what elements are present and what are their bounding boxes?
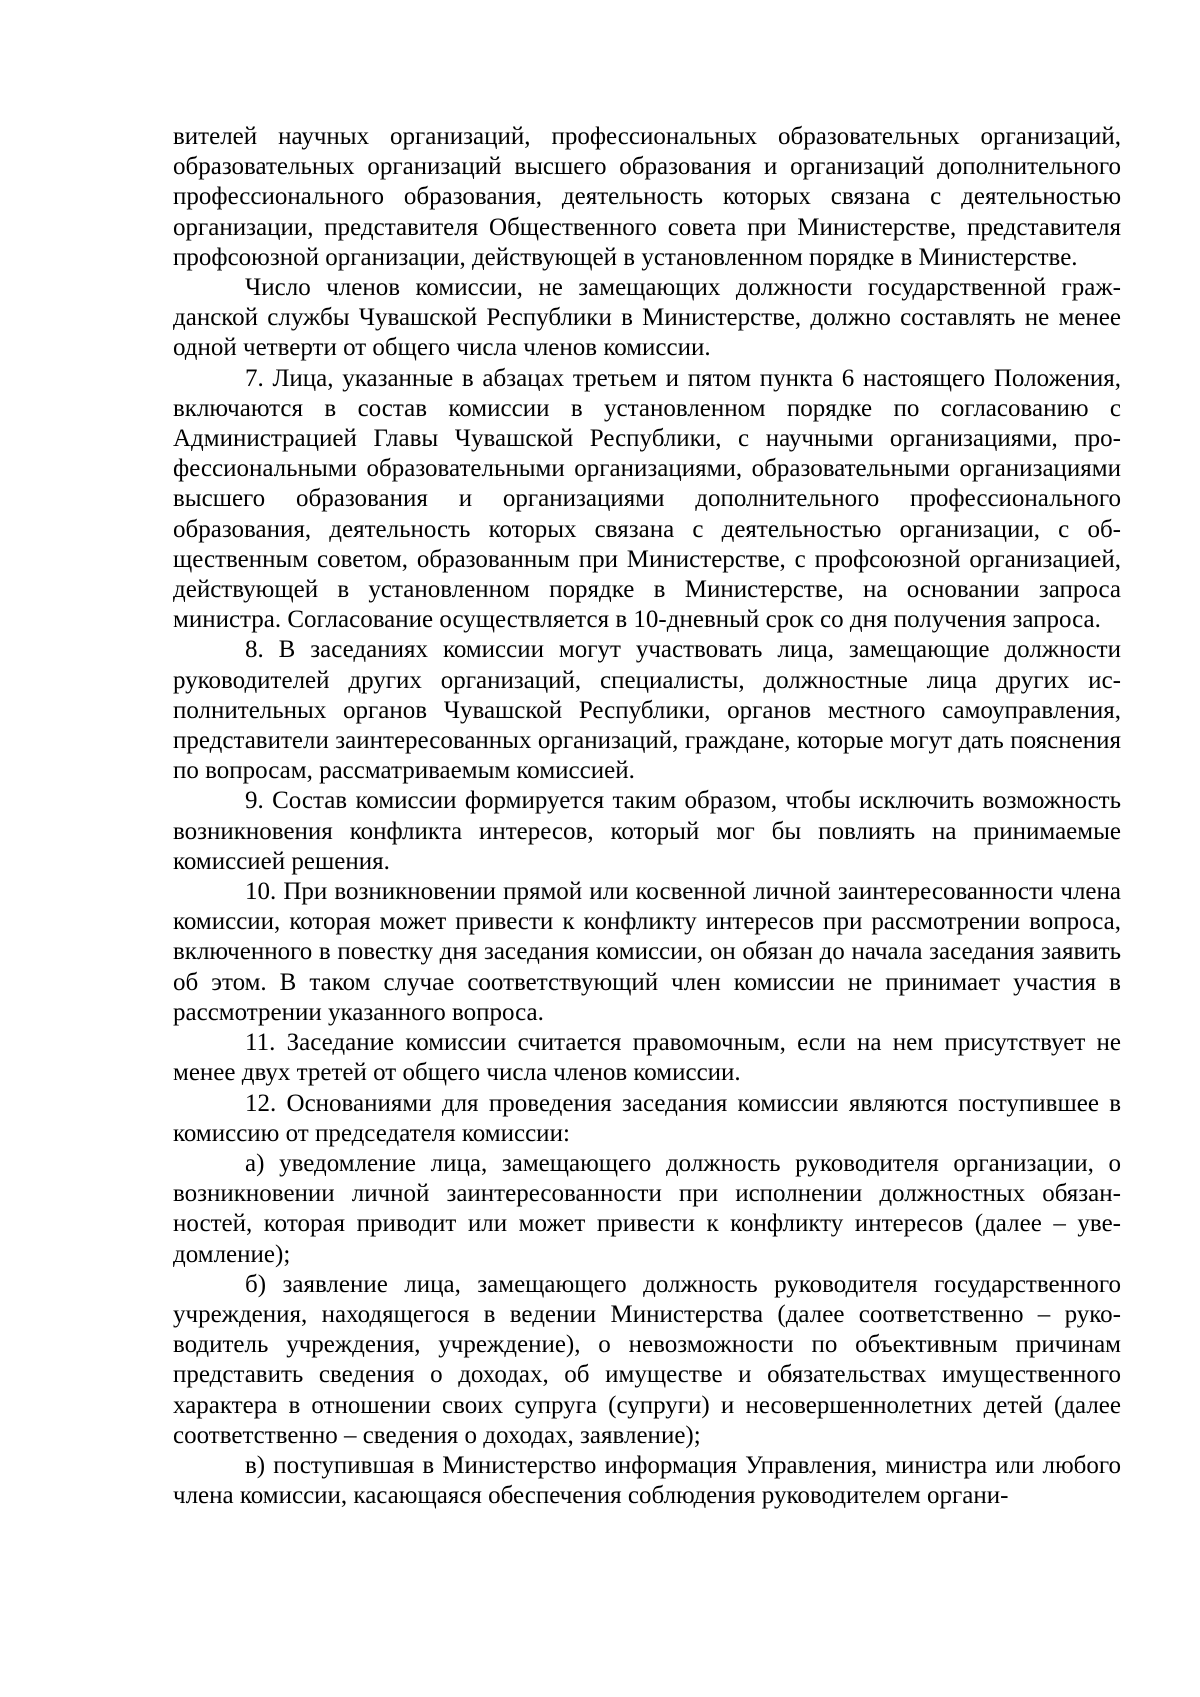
paragraph-continuation: вителей научных организаций, профессиональных образовательных организаций, образовательных организаций высшего образования и организаций дополнительного профессионального образования, деятельность которых связана с деятельностью организации, представителя Общественного совета при Министерстве, представителя профсоюзной организации, действующей в установленном порядке в Министерстве.	[173, 123, 1121, 271]
paragraph-item-10: 10. При возникновении прямой или косвенной личной заинтересованности члена комиссии, которая может привести к конфликту интересов при рассмотрении вопроса, включенного в повестку дня заседания комиссии, он обязан до начала заседания заявить об этом. В таком случае соответствующий член комиссии не принимает участия в рассмотрении указанного вопроса.	[173, 878, 1121, 1026]
paragraph-item-11: 11. Заседание комиссии считается правомочным, если на нем присутствует не менее двух третей от общего числа членов комиссии.	[173, 1029, 1121, 1087]
document-page	[173, 122, 1121, 1511]
paragraph-item-9: 9. Состав комиссии формируется таким образом, чтобы исключить возможность возникновения конфликта интересов, который мог бы повлиять на принимаемые комиссией решения.	[173, 787, 1121, 875]
paragraph-item-12-a: а) уведомление лица, замещающего должность руководителя организации, о возникновении личной заинтересованности при исполнении должностных обязанностей, которая приводит или может привести к конфликту интересов (далее – уведомление);	[173, 1149, 1121, 1268]
paragraph-item-12-c: в) поступившая в Министерство информация Управления, министра или любого члена комиссии, касающаяся обеспечения соблюдения руководителем органи-	[173, 1451, 1121, 1510]
paragraph-item-8: 8. В заседаниях комиссии могут участвовать лица, замещающие должности руководителей других организаций, специалисты, должностные лица других исполнительных органов Чувашской Республики, органов местного самоуправления, представители заинтересованных организаций, граждане, которые могут дать пояснения по вопросам, рассматриваемым комиссией.	[173, 636, 1121, 785]
paragraph-member-share: Число членов комиссии, не замещающих должности государственной гражданской службы Чувашской Республики в Министерстве, должно составлять не менее одной четверти от общего числа членов комиссии.	[173, 274, 1121, 362]
paragraph-item-12-b: б) заявление лица, замещающего должность руководителя государственного учреждения, находящегося в ведении Министерства (далее соответственно – руководитель учреждения, учреждение), о невозможности по объективным причинам представить сведения о доходах, об имуществе и обязательствах имущественного характера в отношении своих супруга (супруги) и несовершеннолетних детей (далее соответственно – сведения о доходах, заявление);	[173, 1270, 1121, 1449]
paragraph-item-12: 12. Основаниями для проведения заседания комиссии являются поступившее в комиссию от председателя комиссии:	[173, 1089, 1121, 1147]
paragraph-item-7: 7. Лица, указанные в абзацах третьем и пятом пункта 6 настоящего Положения, включаются в состав комиссии в установленном порядке по согласованию с Администрацией Главы Чувашской Республики, с научными организациями, профессиональными образовательными организациями, образовательными организациями высшего образования и организациями дополнительного профессионального образования, деятельность которых связана с деятельностью организации, с общественным советом, образованным при Министерстве, с профсоюзной организацией, действующей в установленном порядке в Министерстве, на основании запроса министра. Согласование осуществляется в 10-дневный срок со дня получения запроса.	[173, 364, 1121, 634]
